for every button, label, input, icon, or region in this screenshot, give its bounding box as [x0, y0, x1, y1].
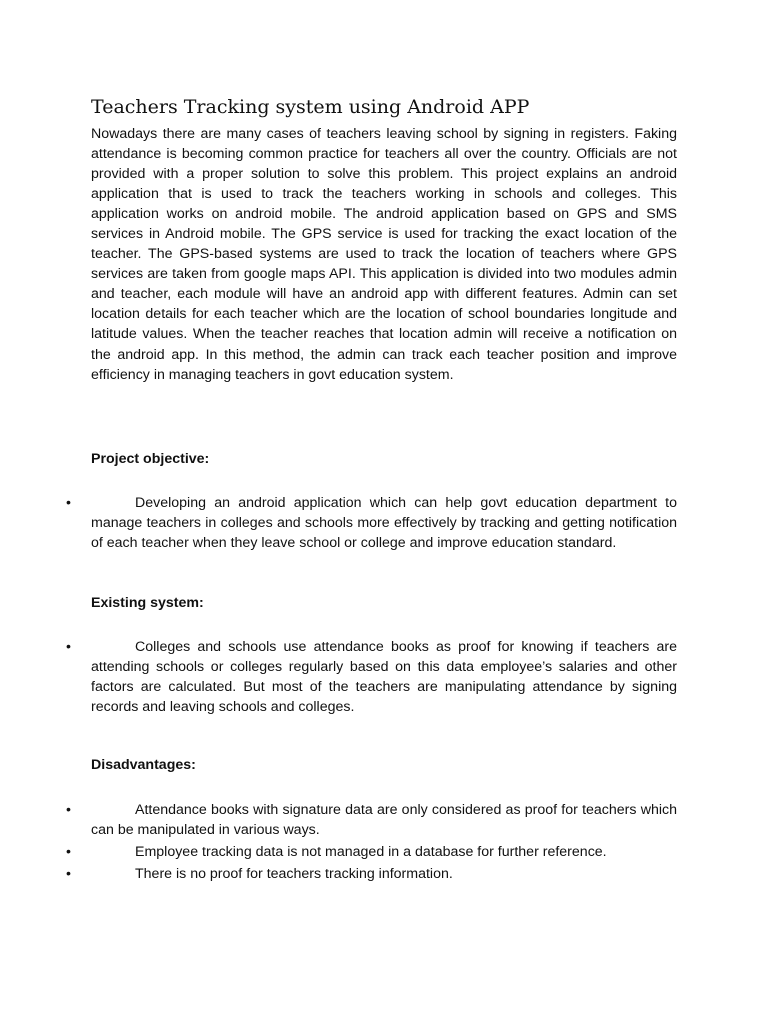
intro-paragraph: Nowadays there are many cases of teachers leaving school by signing in registers. Faking attendance is becoming common practice for teachers all over the country. Officials are not provided with a proper solution to solve this problem. This project explains an android application that is used to track the teachers working in schools and colleges. This application works on android mobile. The android application based on GPS and SMS services in Android mobile. The GPS service is used for tracking the exact location of the teacher. The GPS-based systems are used to track the location of teachers where GPS services are taken from google maps API. This application is divided into two modules admin and teacher, each module will have an android app with different features. Admin can set location details for each teacher which are the location of school boundaries longitude and latitude values. When the teacher reaches that location admin will receive a notification on the android app. In this method, the admin can track each teacher position and improve efficiency in managing teachers in govt education system. [91, 126, 677, 383]
section-heading-existing-system: Existing system: [91, 595, 204, 611]
existing-system-list [0, 637, 768, 717]
list-item-text: Employee tracking data is not managed in a database for further reference. [135, 844, 607, 860]
list-item-text: There is no proof for teachers tracking information. [135, 866, 453, 882]
list-item [0, 800, 768, 840]
list-item [0, 637, 768, 717]
list-item [0, 493, 768, 553]
bullet-icon: • [66, 639, 71, 655]
list-item [0, 864, 768, 884]
document-title: Teachers Tracking system using Android APP [91, 96, 530, 118]
disadvantages-list [0, 800, 768, 884]
list-item [0, 842, 768, 862]
list-item-text: Attendance books with signature data are only considered as proof for teachers which can be manipulated in various ways. [91, 802, 677, 838]
section-heading-project-objective: Project objective: [91, 451, 210, 467]
list-item-text: Colleges and schools use attendance books as proof for knowing if teachers are attending schools or colleges regularly based on this data employee’s salaries and other factors are calculated. But most of the teachers are manipulating attendance by signing records and leaving schools and colleges. [91, 639, 677, 715]
bullet-icon: • [66, 495, 71, 511]
list-item-text: Developing an android application which can help govt education department to manage teachers in colleges and schools more effectively by tracking and getting notification of each teacher when they leave school or college and improve education standard. [91, 495, 677, 551]
section-heading-disadvantages: Disadvantages: [91, 757, 196, 773]
bullet-icon: • [66, 844, 71, 860]
bullet-icon: • [66, 866, 71, 882]
bullet-icon: • [66, 802, 71, 818]
project-objective-list [0, 493, 768, 553]
